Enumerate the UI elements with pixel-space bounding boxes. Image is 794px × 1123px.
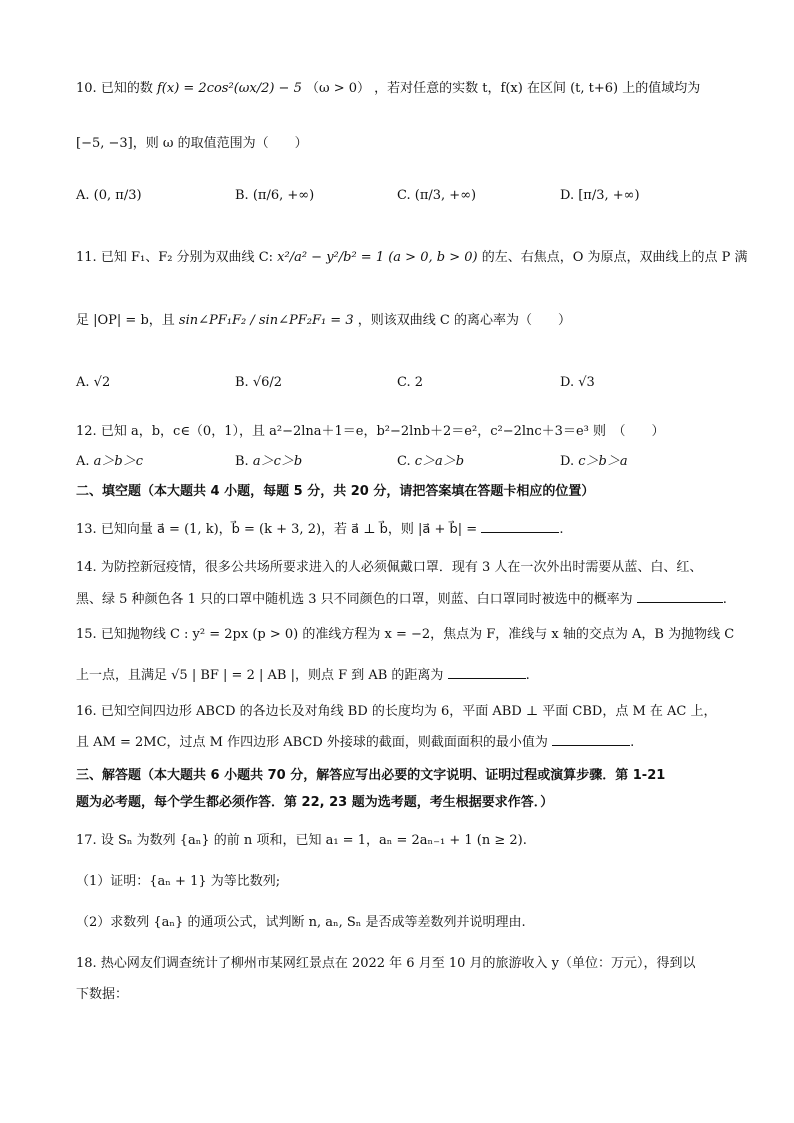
- section2-heading: 二、填空题（本大题共 4 小题，每题 5 分，共 20 分，请把答案填在答题卡相应的位置）: [76, 484, 595, 499]
- q10-line2: [−5, −3]，则 ω 的取值范围为（ ）: [76, 136, 308, 151]
- q15-number: 15.: [76, 627, 97, 642]
- q14-line2-text: 黑、绿 5 种颜色各 1 只的口罩中随机选 3 只不同颜色的口罩，则蓝、白口罩同时被选中的概率为: [76, 592, 633, 607]
- option-label: A.: [76, 188, 90, 203]
- q12-option-b: [235, 453, 302, 471]
- q11-option-d: [560, 374, 595, 392]
- period: .: [525, 668, 530, 683]
- q10-option-b: [235, 187, 314, 205]
- option-value: a＞c＞b: [252, 454, 303, 469]
- q14-line1-text: 为防控新冠疫情，很多公共场所要求进入的人必须佩戴口罩．现有 3 人在一次外出时需要从蓝、白、红、: [100, 560, 703, 575]
- option-value: (0, π/3): [93, 188, 142, 203]
- q10-text-a: 已知的数: [100, 81, 153, 96]
- q14-answer-blank: [637, 590, 723, 603]
- q15-answer-blank: [448, 666, 526, 679]
- q14-number: 14.: [76, 560, 97, 575]
- q11-line2-formula: sin∠PF₁F₂ / sin∠PF₂F₁ = 3: [178, 313, 354, 328]
- option-label: C.: [397, 375, 411, 390]
- q12-text: 已知 a，b，c∈（0，1），且 a²−2lna＋1＝e，b²−2lnb＋2＝e²，c²−2lnc＋3＝e³ 则 （ ）: [100, 424, 665, 439]
- q13-number: 13.: [76, 522, 97, 537]
- option-label: D.: [560, 454, 575, 469]
- option-label: A.: [76, 454, 90, 469]
- q11-text-b: 的左、右焦点，O 为原点，双曲线上的点 P 满: [481, 250, 748, 265]
- q18-line1: [76, 955, 696, 973]
- q11-number: 11.: [76, 250, 97, 265]
- q15-line1-text: 已知抛物线 C : y² = 2px (p > 0) 的准线方程为 x = −2，焦点为 F，准线与 x 轴的交点为 A，B 为抛物线 C: [100, 627, 735, 642]
- q18-line2: 下数据：: [76, 987, 129, 1002]
- option-label: D.: [560, 188, 575, 203]
- q13-line: [76, 520, 563, 539]
- option-label: C.: [397, 454, 411, 469]
- q16-line1-text: 已知空间四边形 ABCD 的各边长及对角线 BD 的长度均为 6，平面 ABD ⊥ 平面 CBD，点 M 在 AC 上，: [100, 704, 717, 719]
- q17-line1: [76, 832, 527, 850]
- q10-number: 10.: [76, 81, 97, 96]
- q13-answer-blank: [481, 520, 559, 533]
- q16-answer-blank: [552, 733, 630, 746]
- q13-text: 已知向量 a⃗ = (1, k)，b⃗ = (k + 3, 2)，若 a⃗ ⊥ b⃗，则 |a⃗ + b⃗| =: [100, 522, 482, 537]
- option-value: √2: [93, 375, 111, 390]
- q10-formula: f(x) = 2cos²(ωx/2) − 5: [156, 81, 302, 96]
- q11-line1: [76, 249, 748, 267]
- q12-option-a: [76, 453, 143, 471]
- option-label: B.: [235, 454, 249, 469]
- option-value: c＞a＞b: [414, 454, 465, 469]
- option-value: c＞b＞a: [578, 454, 628, 469]
- q11-line2-a: 足 |OP| = b，且: [76, 313, 175, 328]
- q18-line1-text: 热心网友们调查统计了柳州市某网红景点在 2022 年 6 月至 10 月的旅游收入 y（单位：万元），得到以: [100, 956, 696, 971]
- section3-heading-line2: 题为必考题，每个学生都必须作答．第 22, 23 题为选考题，考生根据要求作答．）: [76, 795, 554, 810]
- q12-option-d: [560, 453, 628, 471]
- option-value: [π/3, +∞): [578, 188, 640, 203]
- q10-cond: （ω > 0）: [306, 81, 371, 96]
- option-value: √6/2: [252, 375, 283, 390]
- q15-line1: [76, 626, 734, 644]
- q11-formula: x²/a² − y²/b² = 1 (a > 0, b > 0): [277, 250, 478, 265]
- q10-line1: [76, 80, 700, 98]
- q12-number: 12.: [76, 424, 97, 439]
- option-label: D.: [560, 375, 575, 390]
- q14-line2: [76, 590, 727, 609]
- q10-text-b: ，若对任意的实数 t，f(x) 在区间 (t, t+6) 上的值域均为: [374, 81, 701, 96]
- option-label: A.: [76, 375, 90, 390]
- q11-text-a: 已知 F₁、F₂ 分别为双曲线 C:: [100, 250, 274, 265]
- q11-line2-b: ，则该双曲线 C 的离心率为（ ）: [357, 313, 571, 328]
- q15-line2: [76, 666, 530, 685]
- q11-option-c: [397, 374, 423, 392]
- q11-line2: [76, 312, 571, 330]
- q17-line1-text: 设 Sₙ 为数列 {aₙ} 的前 n 项和，已知 a₁ = 1，aₙ = 2aₙ₋₁ + 1 (n ≥ 2).: [100, 833, 527, 848]
- q16-number: 16.: [76, 704, 97, 719]
- q10-option-a: [76, 187, 142, 205]
- q18-number: 18.: [76, 956, 97, 971]
- option-value: a＞b＞c: [93, 454, 144, 469]
- option-label: C.: [397, 188, 411, 203]
- q17-part1: （1）证明：{aₙ + 1} 为等比数列;: [76, 874, 281, 889]
- period: .: [630, 735, 635, 750]
- option-value: 2: [414, 375, 424, 390]
- period: .: [559, 522, 564, 537]
- option-value: (π/3, +∞): [414, 188, 477, 203]
- option-value: √3: [578, 375, 595, 390]
- section3-heading-line1: 三、解答题（本大题共 6 小题共 70 分，解答应写出必要的文字说明、证明过程或演算步骤．第 1-21: [76, 768, 666, 783]
- option-value: (π/6, +∞): [252, 188, 315, 203]
- q15-line2-text: 上一点，且满足 √5 | BF | = 2 | AB |，则点 F 到 AB 的距离为: [76, 668, 444, 683]
- q16-line2: [76, 733, 634, 752]
- q10-option-c: [397, 187, 476, 205]
- q12-option-c: [397, 453, 464, 471]
- period: .: [722, 592, 727, 607]
- option-label: B.: [235, 375, 249, 390]
- q11-option-a: [76, 374, 110, 392]
- q17-number: 17.: [76, 833, 97, 848]
- q14-line1: [76, 559, 702, 577]
- q16-line2-text: 且 AM = 2MC，过点 M 作四边形 ABCD 外接球的截面，则截面面积的最小值为: [76, 735, 548, 750]
- q16-line1: [76, 703, 717, 721]
- q11-option-b: [235, 374, 282, 392]
- option-label: B.: [235, 188, 249, 203]
- q12-line: [76, 423, 664, 441]
- q17-part2: （2）求数列 {aₙ} 的通项公式，试判断 n, aₙ, Sₙ 是否成等差数列并说明理由.: [76, 915, 526, 930]
- q10-option-d: [560, 187, 640, 205]
